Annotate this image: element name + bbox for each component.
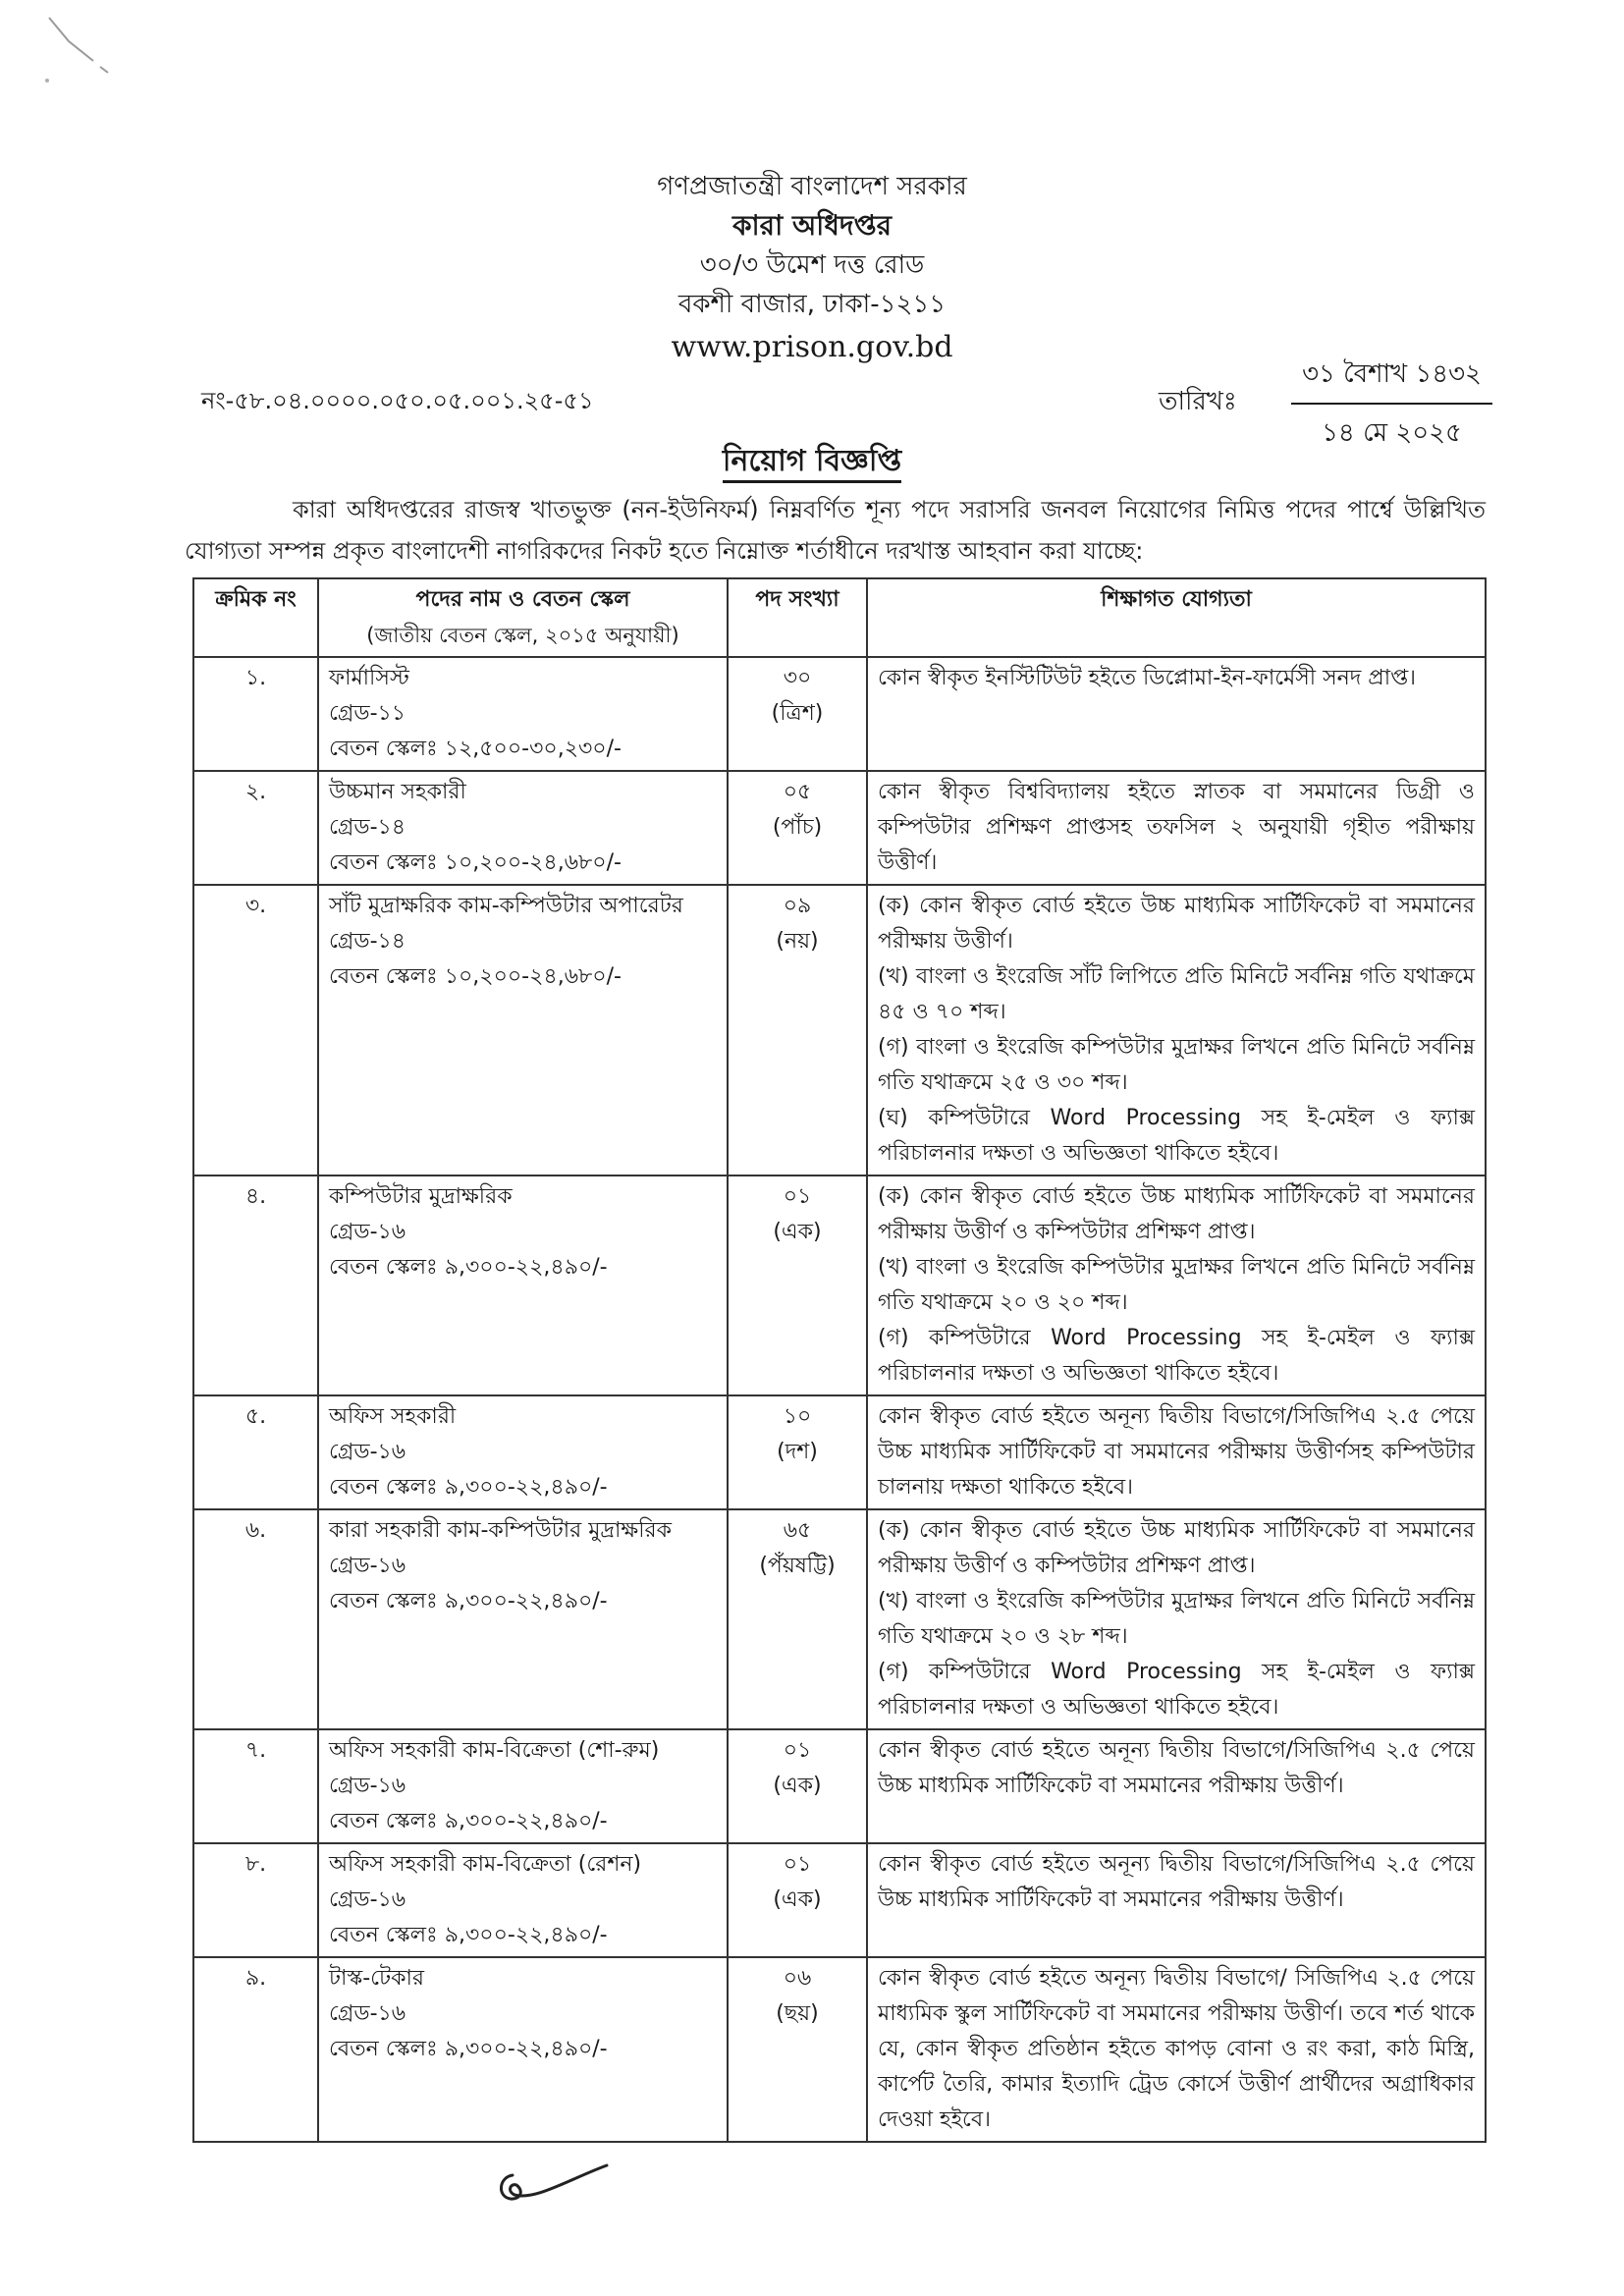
table-row bbox=[193, 657, 1486, 771]
row-post-cell bbox=[318, 1729, 728, 1843]
row-qualification-cell bbox=[867, 1175, 1486, 1395]
post-pay-scale: বেতন স্কেলঃ ৯,৩০০-২২,৪৯০/- bbox=[329, 1809, 608, 1833]
header-count: পদ সংখ্যা bbox=[728, 578, 867, 657]
post-grade: গ্রেড-১৬ bbox=[329, 1774, 406, 1798]
notice-title bbox=[0, 437, 1624, 487]
post-name: উচ্চমান সহকারী bbox=[329, 780, 466, 804]
post-count-words: (এক) bbox=[773, 1887, 822, 1912]
row-qualification-cell bbox=[867, 1395, 1486, 1509]
row-qualification-cell bbox=[867, 1509, 1486, 1729]
qualification-item: কোন স্বীকৃত বিশ্ববিদ্যালয় হইতে স্নাতক বা সমমানের ডিগ্রী ও কম্পিউটার প্রশিক্ষণ প্রাপ্তসহ তফসিল ২ অনুযায়ী গৃহীত পরীক্ষায় উত্তীর্ণ। bbox=[878, 780, 1475, 875]
address-line-1: ৩০/৩ উমেশ দত্ত রোড bbox=[699, 250, 925, 280]
table-row bbox=[193, 1729, 1486, 1843]
qualification-item: কোন স্বীকৃত ইনস্টিটিউট হইতে ডিপ্লোমা-ইন-ফার্মেসী সনদ প্রাপ্ত। bbox=[878, 666, 1417, 690]
header-serial: ক্রমিক নং bbox=[193, 578, 318, 657]
row-count-cell bbox=[728, 771, 867, 885]
date-english: ১৪ মে ২০২৫ bbox=[1322, 418, 1462, 448]
row-count-cell bbox=[728, 885, 867, 1175]
qualification-item: (ক) কোন স্বীকৃত বোর্ড হইতে উচ্চ মাধ্যমিক সার্টিফিকেট বা সমমানের পরীক্ষায় উত্তীর্ণ। bbox=[878, 894, 1475, 954]
qualification-item: (খ) বাংলা ও ইংরেজি কম্পিউটার মুদ্রাক্ষর লিখনে প্রতি মিনিটে সর্বনিম্ন গতি যথাক্রমে ২০ ও ২০ শব্দ। bbox=[878, 1255, 1475, 1315]
post-count-words: (নয়) bbox=[776, 929, 819, 954]
post-count: ০১ bbox=[783, 1852, 812, 1877]
qualification-item: কোন স্বীকৃত বোর্ড হইতে অনূন্য দ্বিতীয় বিভাগে/ সিজিপিএ ২.৫ পেয়ে মাধ্যমিক স্কুল সার্টিফিকেট বা সমমানের পরীক্ষায় উত্তীর্ণ। তবে শর্ত থাকে যে, কোন স্বীকৃত প্রতিষ্ঠান হইতে কাপড় বোনা ও রং করা, কাঠ মিস্ত্রি, কার্পেট তৈরি, কামার ইত্যাদি ট্রেড কোর্সে উত্তীর্ণ প্রার্থীদের অগ্রাধিকার দেওয়া হইবে। bbox=[878, 1966, 1475, 2132]
table-row bbox=[193, 771, 1486, 885]
qualification-item: (ঘ) কম্পিউটারে Word Processing সহ ই-মেইল ও ফ্যাক্স পরিচালনার দক্ষতা ও অভিজ্ঞতা থাকিতে হইবে। bbox=[878, 1106, 1475, 1166]
qualification-item: (ক) কোন স্বীকৃত বোর্ড হইতে উচ্চ মাধ্যমিক সার্টিফিকেট বা সমমানের পরীক্ষায় উত্তীর্ণ ও কম্পিউটার প্রশিক্ষণ প্রাপ্ত। bbox=[878, 1184, 1475, 1244]
post-count: ০৯ bbox=[783, 894, 812, 918]
qualification-item: (গ) কম্পিউটারে Word Processing সহ ই-মেইল ও ফ্যাক্স পরিচালনার দক্ষতা ও অভিজ্ঞতা থাকিতে হইবে। bbox=[878, 1660, 1475, 1720]
row-qualification-cell bbox=[867, 1729, 1486, 1843]
row-serial: ১. bbox=[193, 657, 318, 771]
date-bangla: ৩১ বৈশাখ ১৪৩২ bbox=[1291, 354, 1492, 405]
corner-scan-mark bbox=[39, 10, 128, 88]
row-post-cell bbox=[318, 1509, 728, 1729]
letterhead bbox=[0, 167, 1624, 371]
table-row bbox=[193, 1957, 1486, 2142]
table-header-row bbox=[193, 578, 1486, 657]
row-post-cell bbox=[318, 1395, 728, 1509]
post-pay-scale: বেতন স্কেলঃ ৯,৩০০-২২,৪৯০/- bbox=[329, 1255, 608, 1280]
post-count: ০১ bbox=[783, 1184, 812, 1209]
post-grade: গ্রেড-১৬ bbox=[329, 1440, 406, 1464]
post-count-words: (এক) bbox=[773, 1774, 822, 1798]
post-grade: গ্রেড-১৪ bbox=[329, 929, 406, 954]
qualification-item: (গ) কম্পিউটারে Word Processing সহ ই-মেইল ও ফ্যাক্স পরিচালনার দক্ষতা ও অভিজ্ঞতা থাকিতে হইবে। bbox=[878, 1326, 1475, 1386]
post-pay-scale: বেতন স্কেলঃ ৯,৩০০-২২,৪৯০/- bbox=[329, 1475, 608, 1500]
qualification-item: (খ) বাংলা ও ইংরেজি কম্পিউটার মুদ্রাক্ষর লিখনে প্রতি মিনিটে সর্বনিম্ন গতি যথাক্রমে ২০ ও ২৮ শব্দ। bbox=[878, 1589, 1475, 1649]
post-count-words: (পঁয়ষট্টি) bbox=[759, 1554, 836, 1578]
post-name: অফিস সহকারী কাম-বিক্রেতা (রেশন) bbox=[329, 1852, 642, 1877]
office-name: কারা অধিদপ্তর bbox=[731, 209, 893, 242]
row-count-cell bbox=[728, 1729, 867, 1843]
notice-title-text: নিয়োগ বিজ্ঞপ্তি bbox=[723, 444, 901, 483]
government-name: গণপ্রজাতন্ত্রী বাংলাদেশ সরকার bbox=[657, 172, 967, 201]
table-row bbox=[193, 1843, 1486, 1957]
post-pay-scale: বেতন স্কেলঃ ৯,৩০০-২২,৪৯০/- bbox=[329, 1923, 608, 1947]
date-label: তারিখঃ bbox=[1159, 387, 1237, 416]
row-serial: ৯. bbox=[193, 1957, 318, 2142]
row-serial: ৭. bbox=[193, 1729, 318, 1843]
post-name: অফিস সহকারী কাম-বিক্রেতা (শো-রুম) bbox=[329, 1738, 660, 1763]
post-count: ৬৫ bbox=[783, 1518, 812, 1543]
header-qualification: শিক্ষাগত যোগ্যতা bbox=[867, 578, 1486, 657]
memo-number: নং-৫৮.০৪.০০০০.০৫০.০৫.০০১.২৫-৫১ bbox=[201, 387, 594, 414]
post-name: অফিস সহকারী bbox=[329, 1404, 457, 1429]
header-post-sub: (জাতীয় বেতন স্কেল, ২০১৫ অনুযায়ী) bbox=[366, 624, 679, 647]
post-name: ফার্মাসিস্ট bbox=[329, 666, 409, 690]
row-qualification-cell bbox=[867, 1843, 1486, 1957]
row-post-cell bbox=[318, 657, 728, 771]
row-count-cell bbox=[728, 1843, 867, 1957]
signature-mark bbox=[491, 2156, 619, 2214]
post-pay-scale: বেতন স্কেলঃ ১২,৫০০-৩০,২৩০/- bbox=[329, 737, 622, 761]
row-serial: ৪. bbox=[193, 1175, 318, 1395]
row-serial: ৫. bbox=[193, 1395, 318, 1509]
table-row bbox=[193, 1395, 1486, 1509]
row-qualification-cell bbox=[867, 657, 1486, 771]
qualification-item: (ক) কোন স্বীকৃত বোর্ড হইতে উচ্চ মাধ্যমিক সার্টিফিকেট বা সমমানের পরীক্ষায় উত্তীর্ণ ও কম্পিউটার প্রশিক্ষণ প্রাপ্ত। bbox=[878, 1518, 1475, 1578]
table-body bbox=[193, 657, 1486, 2142]
row-serial: ৮. bbox=[193, 1843, 318, 1957]
post-count-words: (এক) bbox=[773, 1220, 822, 1244]
row-post-cell bbox=[318, 771, 728, 885]
post-name: টাস্ক-টেকার bbox=[329, 1966, 424, 1991]
post-name: সাঁট মুদ্রাক্ষরিক কাম-কম্পিউটার অপারেটর bbox=[329, 894, 683, 918]
post-name: কম্পিউটার মুদ্রাক্ষরিক bbox=[329, 1184, 513, 1209]
vacancy-table bbox=[192, 577, 1487, 2143]
row-count-cell bbox=[728, 1175, 867, 1395]
website-link[interactable]: www.prison.gov.bd bbox=[671, 330, 953, 364]
qualification-item: কোন স্বীকৃত বোর্ড হইতে অনূন্য দ্বিতীয় বিভাগে/সিজিপিএ ২.৫ পেয়ে উচ্চ মাধ্যমিক সার্টিফিকেট বা সমমানের পরীক্ষায় উত্তীর্ণসহ কম্পিউটার চালনায় দক্ষতা থাকিতে হইবে। bbox=[878, 1404, 1475, 1500]
row-post-cell bbox=[318, 1957, 728, 2142]
row-post-cell bbox=[318, 885, 728, 1175]
post-count: ০১ bbox=[783, 1738, 812, 1763]
post-pay-scale: বেতন স্কেলঃ ৯,৩০০-২২,৪৯০/- bbox=[329, 2037, 608, 2061]
post-pay-scale: বেতন স্কেলঃ ১০,২০০-২৪,৬৮০/- bbox=[329, 850, 622, 875]
post-count: ০৬ bbox=[783, 1966, 812, 1991]
post-grade: গ্রেড-১১ bbox=[329, 701, 406, 726]
row-count-cell bbox=[728, 1395, 867, 1509]
qualification-item: কোন স্বীকৃত বোর্ড হইতে অনূন্য দ্বিতীয় বিভাগে/সিজিপিএ ২.৫ পেয়ে উচ্চ মাধ্যমিক সার্টিফিকেট বা সমমানের পরীক্ষায় উত্তীর্ণ। bbox=[878, 1738, 1475, 1798]
post-pay-scale: বেতন স্কেলঃ ৯,৩০০-২২,৪৯০/- bbox=[329, 1589, 608, 1613]
row-post-cell bbox=[318, 1175, 728, 1395]
row-count-cell bbox=[728, 1957, 867, 2142]
post-grade: গ্রেড-১৬ bbox=[329, 1220, 406, 1244]
address-line-2: বকশী বাজার, ঢাকা-১২১১ bbox=[677, 290, 947, 319]
header-post-label: পদের নাম ও বেতন স্কেল bbox=[415, 587, 630, 612]
header-post bbox=[318, 578, 728, 657]
row-serial: ৩. bbox=[193, 885, 318, 1175]
notice-intro: কারা অধিদপ্তরের রাজস্ব খাতভুক্ত (নন-ইউনিফর্ম) নিম্নবর্ণিত শূন্য পদে সরাসরি জনবল নিয়োগের নিমিত্ত পদের পার্শ্বে উল্লিখিত যোগ্যতা সম্পন্ন প্রকৃত বাংলাদেশী নাগরিকদের নিকট হতে নিম্নোক্ত শর্তাধীনে দরখাস্ত আহবান করা যাচ্ছে: bbox=[185, 496, 1486, 565]
post-grade: গ্রেড-১৬ bbox=[329, 2001, 406, 2026]
post-grade: গ্রেড-১৬ bbox=[329, 1554, 406, 1578]
table-row bbox=[193, 885, 1486, 1175]
row-serial: ২. bbox=[193, 771, 318, 885]
row-post-cell bbox=[318, 1843, 728, 1957]
post-count: ৩০ bbox=[783, 666, 812, 690]
post-pay-scale: বেতন স্কেলঃ ১০,২০০-২৪,৬৮০/- bbox=[329, 964, 622, 989]
row-count-cell bbox=[728, 657, 867, 771]
row-qualification-cell bbox=[867, 885, 1486, 1175]
post-grade: গ্রেড-১৪ bbox=[329, 815, 406, 840]
qualification-item: (গ) বাংলা ও ইংরেজি কম্পিউটার মুদ্রাক্ষর লিখনে প্রতি মিনিটে সর্বনিম্ন গতি যথাক্রমে ২৫ ও ৩০ শব্দ। bbox=[878, 1035, 1475, 1095]
table-row bbox=[193, 1175, 1486, 1395]
row-serial: ৬. bbox=[193, 1509, 318, 1729]
post-count: ০৫ bbox=[783, 780, 812, 804]
qualification-item: (খ) বাংলা ও ইংরেজি সাঁট লিপিতে প্রতি মিনিটে সর্বনিম্ন গতি যথাক্রমে ৪৫ ও ৭০ শব্দ। bbox=[878, 964, 1475, 1024]
row-count-cell bbox=[728, 1509, 867, 1729]
row-qualification-cell bbox=[867, 1957, 1486, 2142]
post-count-words: (পাঁচ) bbox=[772, 815, 823, 840]
post-count-words: (ত্রিশ) bbox=[771, 701, 824, 726]
post-name: কারা সহকারী কাম-কম্পিউটার মুদ্রাক্ষরিক bbox=[329, 1518, 673, 1543]
row-qualification-cell bbox=[867, 771, 1486, 885]
table-row bbox=[193, 1509, 1486, 1729]
post-count-words: (ছয়) bbox=[776, 2001, 819, 2026]
post-count: ১০ bbox=[783, 1404, 812, 1429]
post-grade: গ্রেড-১৬ bbox=[329, 1887, 406, 1912]
post-count-words: (দশ) bbox=[777, 1440, 818, 1464]
qualification-item: কোন স্বীকৃত বোর্ড হইতে অনূন্য দ্বিতীয় বিভাগে/সিজিপিএ ২.৫ পেয়ে উচ্চ মাধ্যমিক সার্টিফিকেট বা সমমানের পরীক্ষায় উত্তীর্ণ। bbox=[878, 1852, 1475, 1912]
